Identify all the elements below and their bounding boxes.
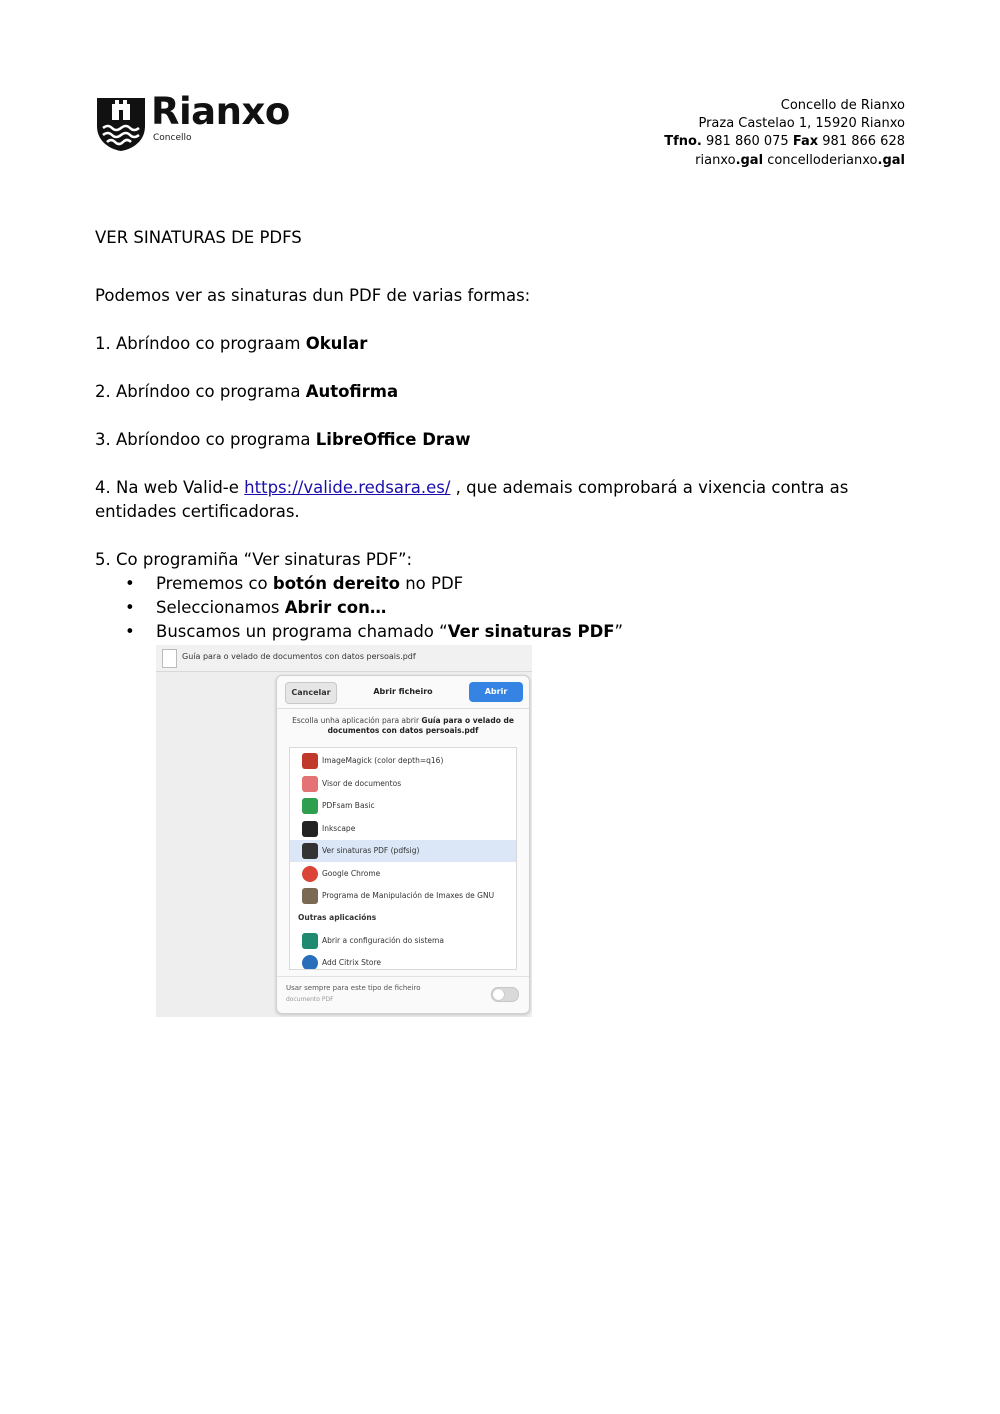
cancel-button[interactable]: Cancelar: [285, 682, 337, 704]
phone-number: 981 860 075: [706, 134, 789, 150]
bullet-text: Buscamos un programa chamado “: [156, 622, 448, 641]
app-item-citrix-store[interactable]: [290, 952, 516, 970]
prompt-text: Escolla unha aplicación para abrir: [292, 716, 422, 725]
item4-tail: , que ademais comprobará a vixencia contra as: [450, 478, 849, 497]
toggle-knob: [493, 989, 504, 1000]
bullet-marker: •: [125, 622, 135, 641]
citrix-icon: [302, 955, 318, 970]
address-org: Concello de Rianxo: [780, 98, 905, 113]
bullet-text: Seleccionamos: [156, 598, 285, 617]
item2-text: 2. Abríndoo co programa: [95, 382, 306, 401]
application-list: [289, 747, 517, 970]
item3-text: 3. Abríondoo co programa: [95, 430, 316, 449]
open-with-dialog: [276, 675, 530, 1014]
valide-link[interactable]: https://valide.redsara.es/: [244, 478, 451, 497]
pdfsam-icon: [302, 798, 318, 814]
bullet-tail: no PDF: [399, 574, 464, 593]
bullet-text: Prememos co: [156, 574, 273, 593]
app-item-gimp[interactable]: [290, 885, 516, 907]
dialog-title: Abrir ficheiro: [373, 687, 433, 696]
item3-bold: LibreOffice Draw: [315, 430, 471, 449]
bullet-item: [156, 620, 623, 644]
bullet-bold: botón dereito: [272, 574, 400, 593]
app-item-document-viewer[interactable]: [290, 773, 516, 795]
always-use-toggle[interactable]: [491, 987, 519, 1002]
dialog-prompt: [291, 716, 515, 736]
chrome-icon: [302, 866, 318, 882]
address-web: [664, 152, 905, 170]
list-item-4-line2: entidades certificadoras.: [95, 502, 300, 521]
phone-label: Tfno.: [664, 134, 702, 150]
dialog-divider: [277, 708, 529, 709]
logo-subtitle: Concello: [153, 133, 192, 143]
inkscape-icon: [302, 821, 318, 837]
app-label: Visor de documentos: [322, 779, 402, 788]
list-item-1: [95, 332, 367, 356]
fax-label: Fax: [792, 134, 819, 150]
footer-divider: [277, 976, 529, 977]
gimp-icon: [302, 888, 318, 904]
app-label: Add Citrix Store: [322, 958, 381, 967]
intro-paragraph: Podemos ver as sinaturas dun PDF de varias formas:: [95, 286, 531, 305]
document-viewer-icon: [302, 776, 318, 792]
address-block: [664, 97, 905, 170]
list-item-4: [95, 476, 848, 500]
file-bar: [156, 645, 532, 672]
bullet-item: [156, 596, 386, 620]
file-name: Guía para o velado de documentos con datos persoais.pdf: [182, 652, 416, 661]
prompt-file: Guía para o velado de documentos con datos persoais.pdf: [327, 716, 514, 735]
bullet-marker: •: [125, 598, 135, 617]
app-label: PDFsam Basic: [322, 801, 375, 810]
app-label: ImageMagick (color depth=q16): [322, 756, 444, 765]
list-item-5: 5. Co programiña “Ver sinaturas PDF”:: [95, 550, 413, 569]
bullet-bold: Ver sinaturas PDF: [447, 622, 615, 641]
bullet-item: [156, 572, 463, 596]
imagemagick-icon: [302, 753, 318, 769]
address-phones: [664, 133, 905, 151]
app-label: Abrir a configuración do sistema: [322, 936, 444, 945]
web1-tld: .gal: [735, 152, 764, 168]
always-use-label: Usar sempre para este tipo de ficheiro: [286, 984, 421, 992]
item1-bold: Okular: [305, 334, 368, 353]
bullet-tail: ”: [614, 622, 624, 641]
pdf-file-icon: [162, 649, 177, 668]
app-label: Google Chrome: [322, 869, 381, 878]
app-item-system-settings[interactable]: [290, 930, 516, 952]
web2-name: concelloderianxo: [767, 152, 878, 168]
app-label: Programa de Manipulación de Imaxes de GNU: [322, 891, 495, 900]
list-item-2: [95, 380, 398, 404]
concello-logo: [95, 90, 310, 154]
open-button[interactable]: Abrir: [469, 682, 523, 702]
app-item-inkscape[interactable]: [290, 818, 516, 840]
open-with-screenshot: [156, 645, 532, 1017]
other-apps-heading: Outras aplicacións: [298, 913, 377, 922]
document-title: VER SINATURAS DE PDFS: [95, 228, 302, 247]
app-item-pdfsam[interactable]: [290, 795, 516, 817]
rianxo-shield-icon: [95, 96, 147, 152]
web1-name: rianxo: [695, 152, 736, 168]
item4-text: 4. Na web Valid-e: [95, 478, 245, 497]
pdfsig-icon: [302, 843, 318, 859]
item2-bold: Autofirma: [305, 382, 399, 401]
logo-name: Rianxo: [151, 90, 290, 133]
bullet-marker: •: [125, 574, 135, 593]
settings-icon: [302, 933, 318, 949]
file-type-label: documento PDF: [286, 996, 334, 1003]
app-label: Inkscape: [322, 824, 356, 833]
web2-tld: .gal: [877, 152, 905, 168]
app-item-ver-sinaturas-pdf[interactable]: [290, 840, 516, 862]
list-item-3: [95, 428, 470, 452]
bullet-bold: Abrir con…: [284, 598, 387, 617]
app-label: Ver sinaturas PDF (pdfsig): [322, 846, 420, 855]
address-street: Praza Castelao 1, 15920 Rianxo: [698, 116, 905, 132]
app-item-imagemagick[interactable]: [290, 750, 516, 772]
fax-number: 981 866 628: [822, 134, 905, 150]
item1-text: 1. Abríndoo co prograam: [95, 334, 306, 353]
app-item-google-chrome[interactable]: [290, 863, 516, 885]
